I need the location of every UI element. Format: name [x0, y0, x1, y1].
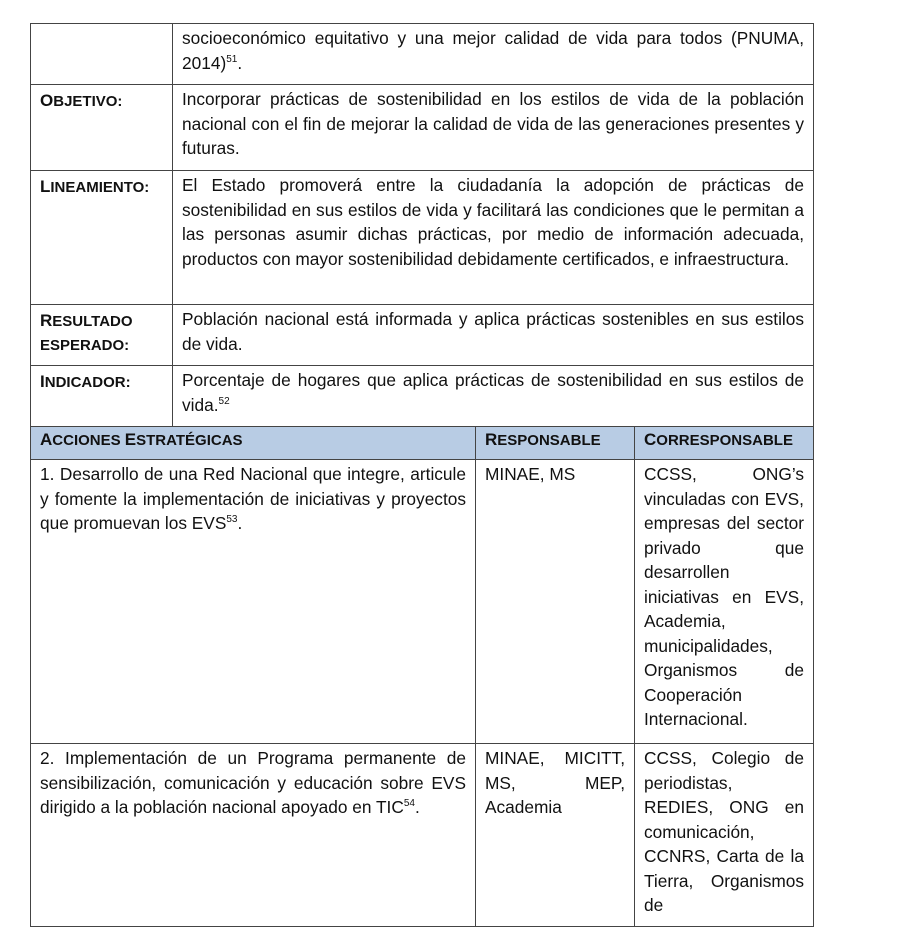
corresponsable-cell: CCSS, ONG’s vinculadas con EVS, empresas del sector privado que desarrollen iniciativas en EVS, Academia, municipalidades, Organismos de Cooperación Internacional. [635, 460, 814, 744]
intro-text-cell [173, 24, 814, 85]
accion-suffix: . [237, 513, 243, 533]
intro-row [31, 24, 814, 85]
header-corresponsable: CORRESPONSABLE [635, 427, 814, 460]
responsable-cell: MINAE, MICITT, MS, MEP, Academia [476, 744, 635, 927]
accion-text: 1. Desarrollo de una Red Nacional que integre, articule y fomente la implementación de iniciativas y proyectos que promuevan los EVS [40, 464, 466, 533]
footnote-54: 54 [403, 798, 415, 810]
table-row [31, 744, 814, 927]
resultado-row [31, 305, 814, 366]
accion-suffix: . [414, 797, 420, 817]
resultado-text: Población nacional está informada y aplica prácticas sostenibles en sus estilos de vida. [173, 305, 814, 366]
corresponsable-cell: CCSS, Colegio de periodistas, REDIES, ONG en comunicación, CCNRS, Carta de la Tierra, Organismos de [635, 744, 814, 927]
header-acciones: ACCIONES ESTRATÉGICAS [31, 427, 476, 460]
responsable-cell: MINAE, MS [476, 460, 635, 744]
indicador-row [31, 366, 814, 427]
footnote-51: 51 [226, 53, 238, 65]
indicador-text-cell [173, 366, 814, 427]
accion-text: 2. Implementación de un Programa permanente de sensibilización, comunicación y educación sobre EVS dirigido a la población nacional apoyado en TIC [40, 748, 466, 817]
objetivo-text: Incorporar prácticas de sostenibilidad en los estilos de vida de la población nacional con el fin de mejorar la calidad de vida de las generaciones presentes y futuras. [173, 85, 814, 171]
indicador-label: INDICADOR: [31, 366, 173, 427]
table-row [31, 460, 814, 744]
intro-text: socioeconómico equitativo y una mejor calidad de vida para todos (PNUMA, 2014) [182, 28, 804, 73]
footnote-53: 53 [226, 514, 238, 526]
actions-header-row [31, 427, 814, 460]
intro-suffix: . [237, 52, 243, 73]
resultado-label: RESULTADO ESPERADO: [31, 305, 173, 366]
objetivo-label: OBJETIVO: [31, 85, 173, 171]
intro-label-cell [31, 24, 173, 85]
header-responsable: RESPONSABLE [476, 427, 635, 460]
policy-table-page [30, 23, 813, 927]
lineamiento-row [31, 171, 814, 305]
policy-table [30, 23, 814, 927]
accion-cell [31, 744, 476, 927]
footnote-52: 52 [218, 395, 230, 407]
indicador-text: Porcentaje de hogares que aplica prácticas de sostenibilidad en sus estilos de vida. [182, 370, 804, 415]
lineamiento-label: LINEAMIENTO: [31, 171, 173, 305]
lineamiento-text: El Estado promoverá entre la ciudadanía la adopción de prácticas de sostenibilidad en sus estilos de vida y facilitará las condiciones que le permitan a las personas asumir dichas prácticas, por medio de información adecuada, productos con mayor sostenibilidad debidamente certificados, e infraestructura. [173, 171, 814, 305]
objetivo-row [31, 85, 814, 171]
accion-cell [31, 460, 476, 744]
